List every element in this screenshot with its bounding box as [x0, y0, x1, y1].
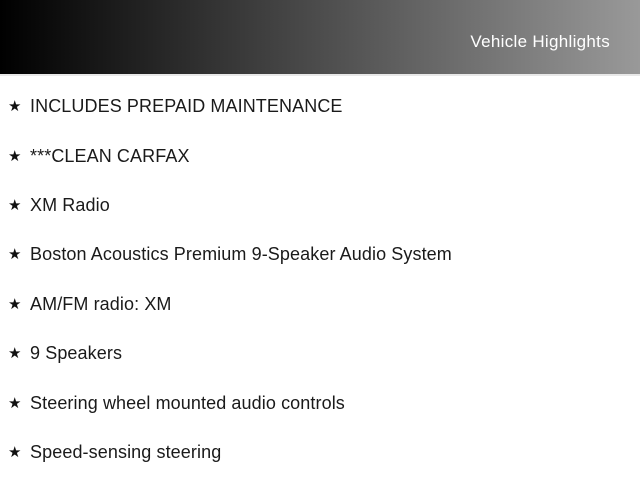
star-icon: ★ — [8, 443, 22, 461]
highlight-text: XM Radio — [30, 194, 110, 215]
highlight-text: 9 Speakers — [30, 343, 123, 364]
highlight-text: Boston Acoustics Premium 9-Speaker Audio System — [30, 244, 452, 265]
highlights-list — [0, 76, 640, 477]
highlight-text: INCLUDES PREPAID MAINTENANCE — [30, 96, 343, 117]
star-icon: ★ — [8, 295, 22, 313]
highlight-text: Steering wheel mounted audio controls — [30, 392, 345, 413]
star-icon: ★ — [8, 147, 22, 165]
page-title: Vehicle Highlights — [470, 32, 610, 51]
list-item — [8, 280, 640, 329]
highlight-text: Speed-sensing steering — [30, 441, 222, 462]
vehicle-highlights-header — [0, 0, 640, 76]
list-item — [8, 329, 640, 378]
list-item — [8, 131, 640, 180]
highlight-text: AM/FM radio: XM — [30, 293, 172, 314]
star-icon: ★ — [8, 196, 22, 214]
highlight-text: ***CLEAN CARFAX — [30, 145, 190, 166]
list-item — [8, 378, 640, 427]
star-icon: ★ — [8, 345, 22, 363]
star-icon: ★ — [8, 98, 22, 116]
star-icon: ★ — [8, 394, 22, 412]
list-item — [8, 181, 640, 230]
star-icon: ★ — [8, 246, 22, 264]
list-item — [8, 230, 640, 279]
list-item — [8, 82, 640, 131]
list-item — [8, 428, 640, 477]
